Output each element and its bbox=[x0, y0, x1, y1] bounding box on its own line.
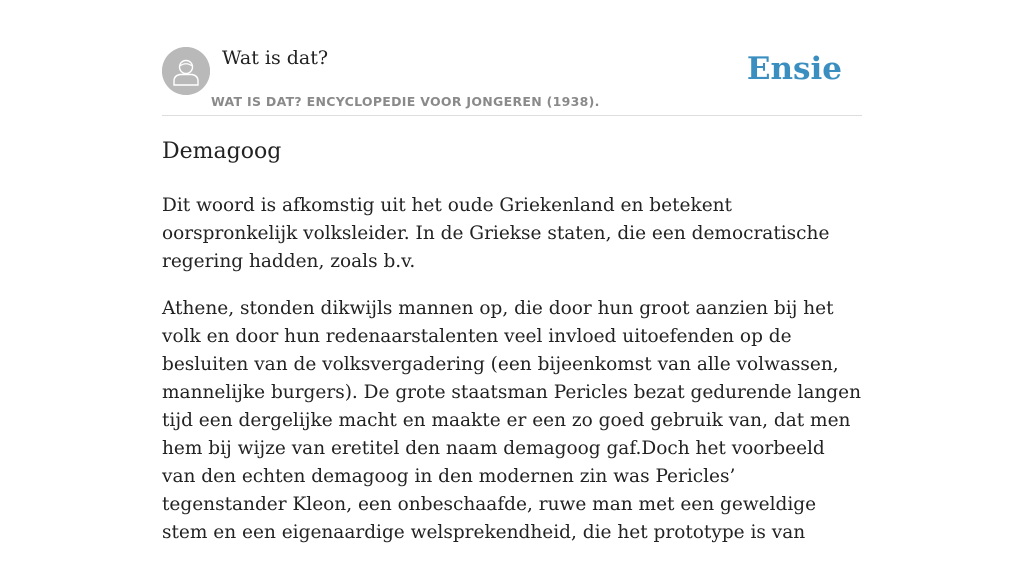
source-header bbox=[162, 47, 862, 116]
source-subtitle: WAT IS DAT? ENCYCLOPEDIE VOOR JONGEREN (1938). bbox=[211, 94, 600, 109]
article-title: Demagoog bbox=[162, 139, 282, 164]
user-avatar-icon bbox=[162, 47, 210, 95]
source-title[interactable]: Wat is dat? bbox=[222, 47, 329, 69]
article-paragraph: Dit woord is afkomstig uit het oude Griekenland en betekent oorspronkelijk volksleider. In de Griekse staten, die een democratische regering hadden, zoals b.v. bbox=[162, 195, 830, 272]
article-body bbox=[162, 192, 862, 566]
article-paragraph: Athene, stonden dikwijls mannen op, die door hun groot aanzien bij het volk en door hun redenaarstalenten veel invloed uitoefenden op de besluiten van de volksvergadering (een bijeenkomst van alle volwassen, mannelijke burgers). De grote staatsman Pericles bezat gedurende langen tijd een dergelijke macht en maakte er een zo goed gebruik van, dat men hem bij wijze van eretitel den naam demagoog gaf.Doch het voorbeeld van den echten demagoog in den modernen zin was Pericles’ tegenstander Kleon, een onbeschaafde, ruwe man met een geweldige stem en een eigenaardige welsprekendheid, die het prototype is van bbox=[162, 298, 861, 543]
brand-logo[interactable]: Ensie bbox=[746, 51, 842, 87]
